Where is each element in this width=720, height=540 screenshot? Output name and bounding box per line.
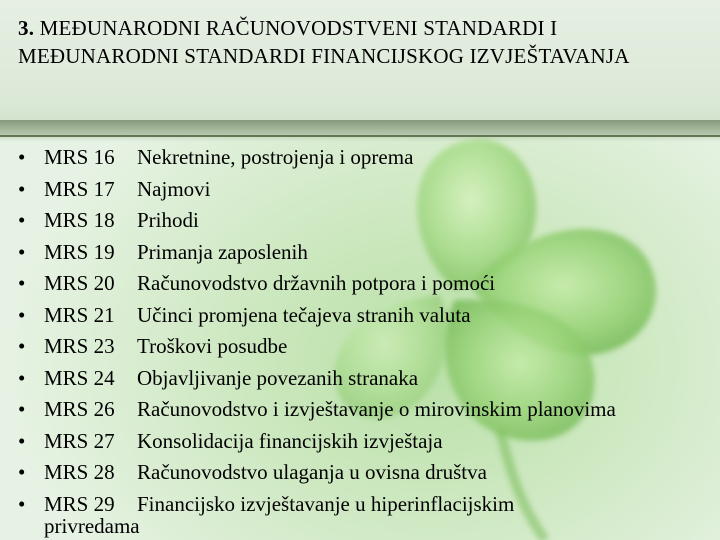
standard-code: MRS 28 [44, 460, 115, 484]
standard-code: MRS 26 [44, 397, 115, 421]
list-item [18, 331, 718, 363]
bullet: • [18, 460, 26, 484]
standard-code: MRS 19 [44, 239, 115, 264]
list-item [18, 426, 718, 458]
standard-code: MRS 17 [44, 176, 115, 201]
list-item [18, 237, 718, 269]
list-item [18, 363, 718, 395]
bullet: • [18, 176, 26, 201]
standard-description: Najmovi [137, 176, 211, 201]
list-item [18, 457, 718, 489]
list-item [18, 174, 718, 206]
bullet: • [18, 428, 26, 453]
standard-description: Primanja zaposlenih [137, 239, 308, 264]
slide-title-number: 3. [18, 16, 35, 40]
bullet: • [18, 365, 26, 390]
list-item-continuation: privredama [44, 514, 140, 538]
slide-title-text: MEĐUNARODNI RAČUNOVODSTVENI STANDARDI I MEĐUNARODNI STANDARDI FINANCIJSKOG IZVJEŠTAVANJA [18, 16, 630, 68]
standard-code: MRS 29 [44, 491, 115, 516]
bullet: • [18, 208, 26, 232]
standard-description: Objavljivanje povezanih stranaka [137, 365, 419, 390]
list-item [18, 205, 718, 237]
bullet: • [18, 145, 26, 169]
list-item [18, 300, 718, 332]
list-item [18, 268, 718, 300]
standard-description: Računovodstvo državnih potpora i pomoći [137, 271, 496, 295]
standard-code: MRS 18 [44, 208, 115, 232]
standard-description: Financijsko izvještavanje u hiperinflacijskim [137, 491, 515, 516]
bullet: • [18, 491, 26, 516]
standard-description: Prihodi [137, 208, 199, 232]
standard-code: MRS 20 [44, 271, 115, 295]
bullet: • [18, 271, 26, 295]
standard-description: Učinci promjena tečajeva stranih valuta [137, 302, 471, 327]
slide-title [18, 14, 708, 70]
standard-description: Računovodstvo i izvještavanje o mirovinskim planovima [137, 397, 616, 421]
list-item [18, 142, 718, 174]
standard-code: MRS 24 [44, 365, 115, 390]
standard-description: Troškovi posudbe [137, 334, 288, 358]
list-item [18, 394, 718, 426]
standard-code: MRS 16 [44, 145, 115, 169]
standard-description: Konsolidacija financijskih izvještaja [137, 428, 443, 453]
bullet: • [18, 239, 26, 264]
standard-code: MRS 21 [44, 302, 115, 327]
bullet: • [18, 397, 26, 421]
standard-code: MRS 23 [44, 334, 115, 358]
standards-list [18, 142, 718, 520]
standard-description: Računovodstvo ulaganja u ovisna društva [137, 460, 487, 484]
bullet: • [18, 334, 26, 358]
standard-description: Nekretnine, postrojenja i oprema [137, 145, 414, 169]
standard-code: MRS 27 [44, 428, 115, 453]
title-band-shadow [0, 120, 720, 142]
bullet: • [18, 302, 26, 327]
